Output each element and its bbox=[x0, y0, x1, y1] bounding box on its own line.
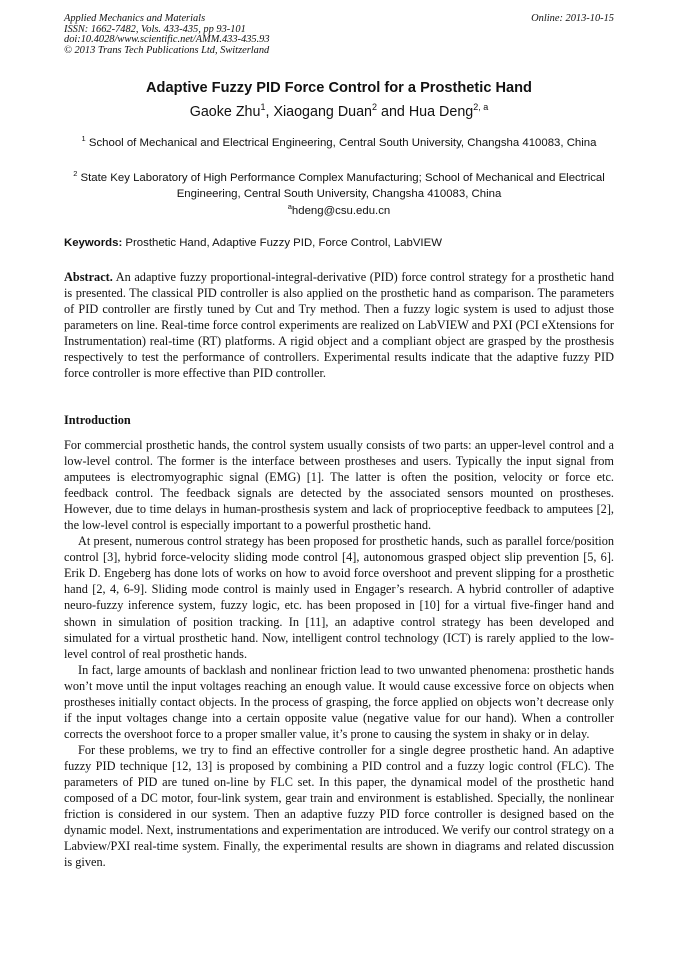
doi-line: doi:10.4028/www.scientific.net/AMM.433-435.93 bbox=[64, 34, 270, 46]
keywords-label: Keywords: bbox=[64, 237, 123, 249]
author-list bbox=[0, 102, 678, 120]
keywords bbox=[64, 237, 614, 249]
affiliation-text: School of Mechanical and Electrical Engineering, Central South University, Changsha 410083, China bbox=[88, 136, 597, 149]
author-affiliation-mark: 2 bbox=[372, 102, 378, 112]
issn-line: ISSN: 1662-7482, Vols. 433-435, pp 93-101 bbox=[64, 23, 246, 35]
keywords-text: Prosthetic Hand, Adaptive Fuzzy PID, Force Control, LabVIEW bbox=[122, 237, 442, 249]
paragraph: For these problems, we try to find an effective controller for a single degree prosthetic hand. An adaptive fuzzy PID technique [12, 13] is proposed by combining a PID control and a fuzzy logic control (FLC). The parameters of PID are tuned on-line by FLC set. In this paper, the dynamical model of the prosthetic hand composed of a DC motor, four-link system, gear train and environment is established. Specially, the nonlinear friction is considered in our system. Then an adaptive fuzzy PID force controller is designed based on the dynamic model. Next, instrumentations and experimentation are introduced. We verify our control strategy on a Labview/PXI real-time system. Finally, the experimental results are shown in diagrams and related discussion is given. bbox=[64, 742, 614, 870]
journal-header bbox=[64, 14, 614, 56]
section-heading: Introduction bbox=[64, 413, 131, 427]
author-name: Hua Deng bbox=[408, 103, 474, 120]
author-name: Xiaogang Duan bbox=[273, 103, 373, 120]
author-affiliation-mark: 2, a bbox=[473, 102, 489, 112]
abstract-label: Abstract. bbox=[64, 270, 113, 284]
abstract bbox=[64, 269, 614, 381]
author-separator: , bbox=[265, 103, 274, 120]
paragraph: For commercial prosthetic hands, the control system usually consists of two parts: an upper-level control and a low-level control. The former is the interface between prostheses and users. Typically the input signal from amputees is electromyographic signal (EMG) [1]. The latter is often the position, velocity or force etc. feedback control. The feedback signals are detected by the associated sensors mounted on prostheses. However, due to time delays in human-prosthesis system and lack of proprioceptive feedback to amputees [2], the low-level control is especially important to a powerful prosthetic hand. bbox=[64, 438, 614, 533]
journal-name: Applied Mechanics and Materials bbox=[64, 13, 206, 24]
email-address: hdeng@csu.edu.cn bbox=[291, 204, 391, 217]
author-affiliation-mark: 1 bbox=[260, 102, 266, 112]
author-separator: and bbox=[377, 103, 409, 120]
affiliation-text: State Key Laboratory of High Performance Complex Manufacturing; School of Mechanical and Electrical Engineering, Central South University, Changsha 410083, China bbox=[80, 171, 605, 200]
author-name: Gaoke Zhu bbox=[189, 103, 261, 120]
affiliation-mark: 1 bbox=[81, 134, 86, 143]
paper-title: Adaptive Fuzzy PID Force Control for a Prosthetic Hand bbox=[146, 80, 532, 96]
abstract-text: An adaptive fuzzy proportional-integral-derivative (PID) force control strategy for a prosthetic hand is presented. The classical PID controller is also applied on the prosthetic hand as comparison. The parameters of PID controller are firstly tuned by Cut and Try method. Then a fuzzy logic system is used to adjust those parameters on line. Real-time force control experiments are realized on LabVIEW and PXI (PCI eXtensions for Instrumentation) real-time (RT) platforms. A rigid object and a compliant object are grasped by the prosthesis respectively to test the performance of controllers. Experimental results indicate that the adaptive fuzzy PID force controller is more effective than PID controller. bbox=[64, 270, 614, 381]
affiliation-mark: 2 bbox=[73, 169, 78, 178]
online-date: Online: 2013-10-15 bbox=[531, 13, 614, 24]
copyright-line: © 2013 Trans Tech Publications Ltd, Switzerland bbox=[64, 44, 270, 56]
affiliation bbox=[70, 166, 608, 202]
paragraph: In fact, large amounts of backlash and nonlinear friction lead to two unwanted phenomena: prosthetic hands won’t move until the input voltages reaching an enough value. It would cause excessive force on objects when prostheses initially contact objects. In the process of grasping, the force applied on objects won’t decrease only if the input voltages change into a certain opposite value (negative value for our hand). When a controller corrects the overshoot force to a proper smaller value, it’s prone to causing the system in shaky or in delay. bbox=[64, 662, 614, 741]
corresponding-email bbox=[0, 202, 678, 217]
paragraph: At present, numerous control strategy has been proposed for prosthetic hands, such as parallel force/position control [3], hybrid force-velocity sliding mode control [4], autonomous grasped object slip prevention [5, 6]. Erik D. Engeberg has done lots of works on how to avoid force overshoot and prevent slipping for a prosthetic hand [2, 4, 6-9]. Sliding mode control is mainly used in Engager’s research. A hybrid controller of adaptive neuro-fuzzy inference system, fuzzy logic, etc. has been proposed in [10] for a virtual five-finger hand and shown in simulation of position tracking. In [11], an adaptive control strategy has been developed and simulated for a virtual prosthetic hand. Now, intelligent control technology (ICT) is rarely applied to the low-level control of real prosthetic hands. bbox=[64, 534, 614, 661]
affiliation bbox=[70, 131, 608, 151]
introduction-body bbox=[64, 437, 614, 870]
email-mark: a bbox=[287, 202, 292, 211]
